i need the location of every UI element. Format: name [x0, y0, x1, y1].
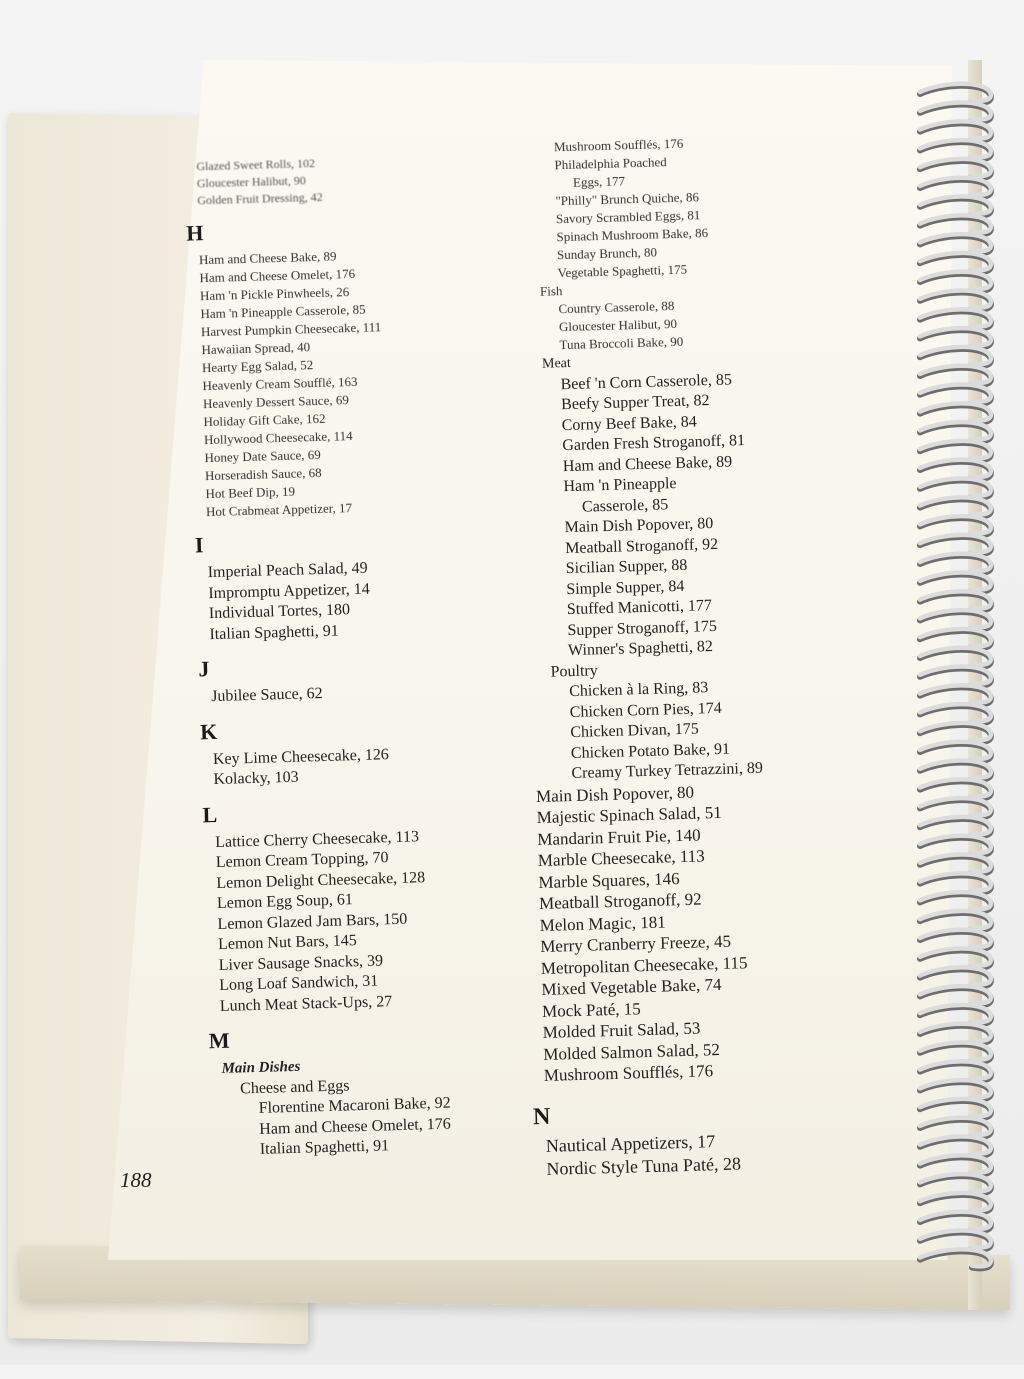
- k-section: [213, 740, 574, 791]
- index-entry: Italian Spaghetti, 91: [259, 1137, 390, 1158]
- index-entry: Metropolitan Cheesecake, 115: [540, 952, 748, 978]
- index-entry: Lemon Cream Topping, 70: [215, 849, 389, 872]
- index-entry: Sicilian Supper, 88: [565, 556, 688, 578]
- meat-group: [524, 344, 922, 662]
- section-letter-k: K: [199, 718, 218, 744]
- index-entry: Meatball Stroganoff, 92: [538, 889, 702, 914]
- index-entry: Chicken à la Ring, 83: [568, 679, 709, 701]
- index-entry: Horseradish Sauce, 68: [204, 464, 322, 484]
- index-entry: Hearty Egg Salad, 52: [201, 357, 314, 376]
- fish-heading: Fish: [539, 283, 563, 299]
- index-entry: Melon Magic, 181: [539, 911, 666, 935]
- index-entry: Ham 'n Pineapple: [563, 475, 677, 496]
- index-entry: Golden Fruit Dressing, 42: [197, 189, 323, 208]
- index-entry: Majestic Spinach Salad, 51: [536, 802, 722, 828]
- index-entry: Eggs, 177: [572, 173, 626, 190]
- index-entry: Lemon Delight Cheesecake, 128: [216, 868, 426, 892]
- index-entry: Ham and Cheese Bake, 89: [198, 248, 337, 268]
- index-entry: Lemon Egg Soup, 61: [216, 891, 354, 912]
- index-entry: Ham 'n Pickle Pinwheels, 26: [199, 284, 350, 304]
- index-entry: Marble Cheesecake, 113: [537, 846, 706, 871]
- index-entry: Lattice Cherry Cheesecake, 113: [215, 827, 420, 851]
- index-entry: Gloucester Halibut, 90: [558, 315, 678, 335]
- index-entry: Gloucester Halibut, 90: [196, 173, 306, 191]
- index-entry: Nautical Appetizers, 17: [545, 1130, 716, 1156]
- index-entry: Glazed Sweet Rolls, 102: [196, 155, 316, 174]
- section-letter-h: H: [185, 220, 204, 246]
- index-entry: Nordic Style Tuna Paté, 28: [546, 1152, 742, 1179]
- index-entry: Ham and Cheese Omelet, 176: [259, 1115, 451, 1138]
- index-entry: Casserole, 85: [581, 495, 669, 516]
- index-entry: Lemon Glazed Jam Bars, 150: [217, 910, 408, 933]
- index-entry: Key Lime Cheesecake, 126: [212, 745, 390, 768]
- index-entry: Meatball Stroganoff, 92: [564, 535, 719, 557]
- j-section: [211, 677, 571, 708]
- section-letter-m: M: [208, 1027, 230, 1054]
- poultry-group: [532, 652, 925, 786]
- index-entry: Hollywood Cheesecake, 114: [203, 428, 353, 448]
- section-letter-n: N: [532, 1103, 551, 1130]
- poultry-heading: Poultry: [550, 661, 598, 681]
- index-entry: Jubilee Sauce, 62: [210, 684, 323, 706]
- index-entry: Beefy Supper Treat, 82: [560, 392, 710, 414]
- index-entry: Lemon Nut Bars, 145: [217, 932, 357, 953]
- index-entry: Vegetable Spaghetti, 175: [557, 261, 688, 281]
- index-entry: Italian Spaghetti, 91: [209, 621, 339, 643]
- index-entry: Savory Scrambled Eggs, 81: [555, 207, 701, 227]
- index-entry: Hawaiian Spread, 40: [201, 339, 311, 358]
- index-entry: Heavenly Cream Soufflé, 163: [202, 373, 358, 394]
- index-entry: Winner's Spaghetti, 82: [567, 638, 714, 660]
- index-entry: Ham and Cheese Bake, 89: [562, 452, 733, 475]
- index-entry: Supper Stroganoff, 175: [567, 617, 718, 639]
- index-entry: Simple Supper, 84: [566, 577, 685, 598]
- m-section: [221, 1049, 584, 1162]
- index-entry: Mandarin Fruit Pie, 140: [537, 824, 701, 849]
- index-entry: Beef 'n Corn Casserole, 85: [560, 370, 733, 393]
- index-entry: Heavenly Dessert Sauce, 69: [202, 392, 350, 412]
- index-entry: Individual Tortes, 180: [208, 601, 351, 623]
- index-entry: Harvest Pumpkin Cheesecake, 111: [200, 319, 382, 340]
- g-section-tail: [196, 148, 557, 209]
- index-entry: Chicken Divan, 175: [570, 720, 699, 742]
- index-entry: Tuna Broccoli Bake, 90: [559, 333, 684, 353]
- index-entry: Mushroom Soufflés, 176: [543, 1061, 714, 1085]
- n-section: [546, 1124, 937, 1181]
- index-entry: Hot Crabmeat Appetizer, 17: [205, 500, 353, 520]
- index-entry: Garden Fresh Stroganoff, 81: [562, 432, 746, 455]
- index-entry: Spinach Mushroom Bake, 86: [556, 225, 709, 245]
- index-entry: Florentine Macaroni Bake, 92: [258, 1094, 451, 1117]
- m-section-rest: [536, 775, 934, 1087]
- index-entry: Impromptu Appetizer, 14: [208, 580, 371, 602]
- index-entry: Main Dish Popover, 80: [535, 782, 695, 806]
- section-letter-j: J: [198, 656, 210, 682]
- index-entry: Lunch Meat Stack-Ups, 27: [219, 992, 393, 1015]
- index-entry: Kolacky, 103: [213, 768, 299, 789]
- index-entry: Chicken Potato Bake, 91: [570, 740, 731, 762]
- l-section: [215, 822, 580, 1016]
- cheese-eggs-continued: [518, 128, 912, 283]
- index-entry: Philadelphia Poached: [554, 154, 667, 173]
- right-column: [518, 128, 937, 1180]
- index-entry: Ham 'n Pineapple Casserole, 85: [200, 301, 366, 322]
- index-entry: Merry Cranberry Freeze, 45: [540, 931, 732, 956]
- main-dishes-heading: Main Dishes: [221, 1058, 301, 1077]
- index-entry: Main Dish Popover, 80: [564, 515, 714, 537]
- meat-heading: Meat: [541, 355, 572, 372]
- index-entry: Hot Beef Dip, 19: [205, 483, 296, 502]
- page-number: 188: [120, 1168, 152, 1192]
- index-entry: Honey Date Sauce, 69: [204, 446, 321, 466]
- index-entry: Stuffed Manicotti, 177: [566, 597, 713, 619]
- index-entry: Imperial Peach Salad, 49: [207, 559, 368, 582]
- index-entry: Mixed Vegetable Bake, 74: [541, 974, 722, 999]
- index-entry: Mushroom Soufflés, 176: [553, 135, 684, 155]
- index-entry: Marble Squares, 146: [538, 868, 680, 892]
- section-letter-l: L: [202, 801, 218, 827]
- index-entry: Country Casserole, 88: [558, 298, 675, 317]
- fish-group: [522, 272, 914, 355]
- i-section: [207, 553, 569, 645]
- index-entry: Mock Paté, 15: [541, 998, 642, 1021]
- section-letter-i: I: [194, 532, 204, 558]
- index-entry: Corny Beef Bake, 84: [561, 412, 698, 434]
- index-entry: Liver Sausage Snacks, 39: [218, 951, 384, 974]
- index-entry: Chicken Corn Pies, 174: [569, 699, 722, 721]
- cheese-eggs-heading: Cheese and Eggs: [239, 1076, 350, 1097]
- index-entry: Long Loaf Sandwich, 31: [219, 972, 379, 994]
- index-entry: Molded Salmon Salad, 52: [543, 1039, 721, 1064]
- index-entry: Creamy Turkey Tetrazzini, 89: [571, 759, 764, 783]
- h-section: [199, 241, 566, 521]
- index-entry: Sunday Brunch, 80: [556, 244, 658, 263]
- index-entry: Holiday Gift Cake, 162: [203, 410, 326, 430]
- index-entry: "Philly" Brunch Quiche, 86: [555, 189, 700, 209]
- index-entry: Ham and Cheese Omelet, 176: [199, 265, 356, 286]
- index-entry: Molded Fruit Salad, 53: [542, 1018, 701, 1042]
